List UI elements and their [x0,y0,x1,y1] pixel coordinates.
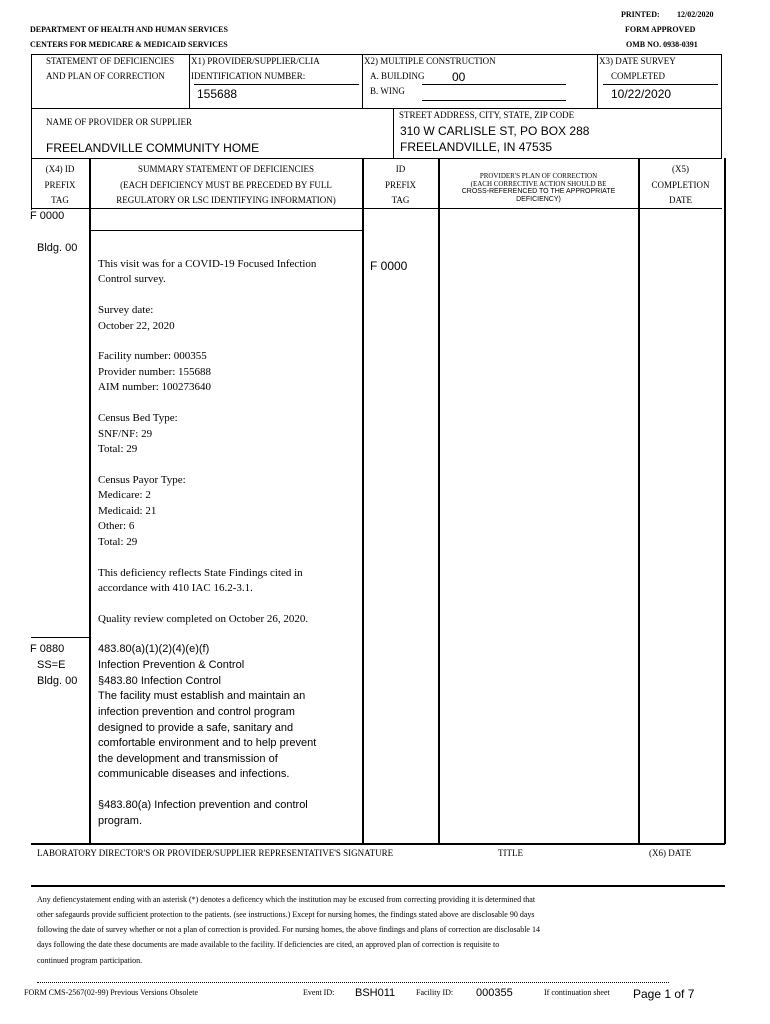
summary-line: Total: 29 [98,443,138,455]
summary-line: AIM number: 100273640 [98,381,212,393]
scope-severity: SS=E [37,659,66,671]
plan-header-2: (EACH CORRECTIVE ACTION SHOULD BE [470,180,607,188]
provider-name-value: FREELANDVILLE COMMUNITY HOME [46,141,260,155]
regulation-line: The facility must establish and maintain an [98,690,306,702]
x1-label-1: X1) PROVIDER/SUPPLIER/CLIA [191,56,320,66]
facility-id-value: 000355 [476,987,513,999]
x1-label-2: IDENTIFICATION NUMBER: [191,71,306,81]
regulation-line: communicable diseases and infections. [98,768,290,780]
summary-line: Other: 6 [98,520,135,532]
summary-line: Provider number: 155688 [98,366,212,378]
regulation-line: 483.80(a)(1)(2)(4)(e)(f) [98,643,210,655]
x3-label-2: COMPLETED [611,71,665,81]
summary-header-1: SUMMARY STATEMENT OF DEFICIENCIES [137,164,315,174]
director-signature-label: LABORATORY DIRECTOR'S OR PROVIDER/SUPPLIER REPRESENTATIVE'S SIGNATURE [37,848,394,858]
form-approved: FORM APPROVED [625,25,696,34]
id-header-3: TAG [391,195,410,205]
facility-id-label: Facility ID: [416,988,454,997]
regulation-line: designed to provide a safe, sanitary and [98,722,294,734]
regulation-line: infection prevention and control program [98,706,295,718]
title-label: TITLE [498,848,523,858]
plan-header-4: DEFICIENCY) [516,196,561,203]
building-value: 00 [452,70,466,84]
event-id-label: Event ID: [303,988,335,997]
disclaimer-line: other safegaurds provide sufficient protection to the patients. (see instructions.) Except for nursing homes, the findings stated above are disclosable 90 days [37,910,535,919]
regulation-line: Infection Prevention & Control [98,659,245,671]
disclaimer-line: following the date of survey whether or not a plan of correction is provided. For nursing homes, the above findings and plans of correction are disclosable 14 [37,925,540,934]
bldg-label-2: Bldg. 00 [37,675,78,687]
regulation-line: comfortable environment and to help prevent [98,737,317,749]
summary-line: SNF/NF: 29 [98,428,153,440]
summary-header-2: (EACH DEFICIENCY MUST BE PRECEDED BY FULL [120,180,332,190]
x4-header-2: PREFIX [44,180,76,190]
summary-line: This visit was for a COVID-19 Focused Infection [98,258,317,270]
summary-line: Facility number: 000355 [98,350,207,362]
statement-label-2: AND PLAN OF CORRECTION [46,71,165,81]
address-line-1: 310 W CARLISLE ST, PO BOX 288 [400,124,590,138]
x4-header-3: TAG [51,195,69,205]
centers-name: CENTERS FOR MEDICARE & MEDICAID SERVICES [30,40,228,49]
statement-label-1: STATEMENT OF DEFICIENCIES [46,56,175,66]
x6-date-label: (X6) DATE [649,848,692,858]
address-line-2: FREELANDVILLE, IN 47535 [400,140,553,154]
summary-line: Survey date: [98,304,154,316]
regulation-line: §483.80 Infection Control [98,675,221,687]
disclaimer-line: days following the date these documents are made available to the facility. If deficiencies are cited, an approved plan of correction is requisite to [37,940,500,949]
page-number: Page 1 of 7 [633,987,695,1001]
survey-completed-date: 10/22/2020 [611,87,672,101]
summary-line: Census Bed Type: [98,412,178,424]
summary-header-3: REGULATORY OR LSC IDENTIFYING INFORMATION) [116,195,336,205]
summary-line: This deficiency reflects State Findings cited in [98,567,303,579]
provider-id-value: 155688 [197,87,238,101]
x5-header-3: DATE [669,195,692,205]
printed-date: 12/02/2020 [677,10,714,19]
summary-line: Medicare: 2 [98,489,151,501]
department-name: DEPARTMENT OF HEALTH AND HUMAN SERVICES [30,25,228,34]
tag-f0000: F 0000 [30,210,65,222]
tag-f0880: F 0880 [30,643,65,655]
building-label: A. BUILDING [370,71,425,81]
right-tag-f0000: F 0000 [370,259,408,273]
x3-label-1: X3) DATE SURVEY [599,56,676,66]
id-header-1: ID [395,164,406,174]
x5-header-2: COMPLETION [651,180,710,190]
summary-line: Total: 29 [98,536,138,548]
regulation-line: program. [98,815,143,827]
disclaimer-line: Any defiencystatement ending with an asterisk (*) denotes a deficency which the institution may be excused from correcting providing it is determined that [37,895,536,904]
regulation-line: §483.80(a) Infection prevention and control [98,799,308,811]
summary-line: October 22, 2020 [98,320,175,332]
bldg-label-1: Bldg. 00 [37,242,78,254]
summary-line: Census Payor Type: [98,474,186,486]
x2-label: X2) MULTIPLE CONSTRUCTION [364,56,496,66]
x4-header-1: (X4) ID [45,164,75,174]
omb-number: OMB NO. 0938-0391 [626,40,698,49]
printed-label: PRINTED: [621,10,660,19]
plan-header-3: CROSS-REFERENCED TO THE APPROPRIATE [461,188,616,195]
wing-label: B. WING [370,86,405,96]
continuation-sheet-label: If continuation sheet [544,988,610,997]
disclaimer-line: continued program participation. [37,956,143,965]
regulation-line: the development and transmission of [98,753,278,765]
summary-line: Medicaid: 21 [98,505,157,517]
address-label: STREET ADDRESS, CITY, STATE, ZIP CODE [399,110,575,120]
form-identifier: FORM CMS-2567(02-99) Previous Versions Obsolete [24,988,199,997]
id-header-2: PREFIX [384,180,416,190]
summary-line: accordance with 410 IAC 16.2-3.1. [98,582,253,594]
plan-header-1: PROVIDER'S PLAN OF CORRECTION [479,172,598,180]
provider-name-label: NAME OF PROVIDER OR SUPPLIER [46,117,193,127]
event-id-value: BSH011 [355,987,396,999]
x5-header-1: (X5) [672,164,689,174]
summary-line: Quality review completed on October 26, 2020. [98,613,309,625]
summary-line: Control survey. [98,273,166,285]
